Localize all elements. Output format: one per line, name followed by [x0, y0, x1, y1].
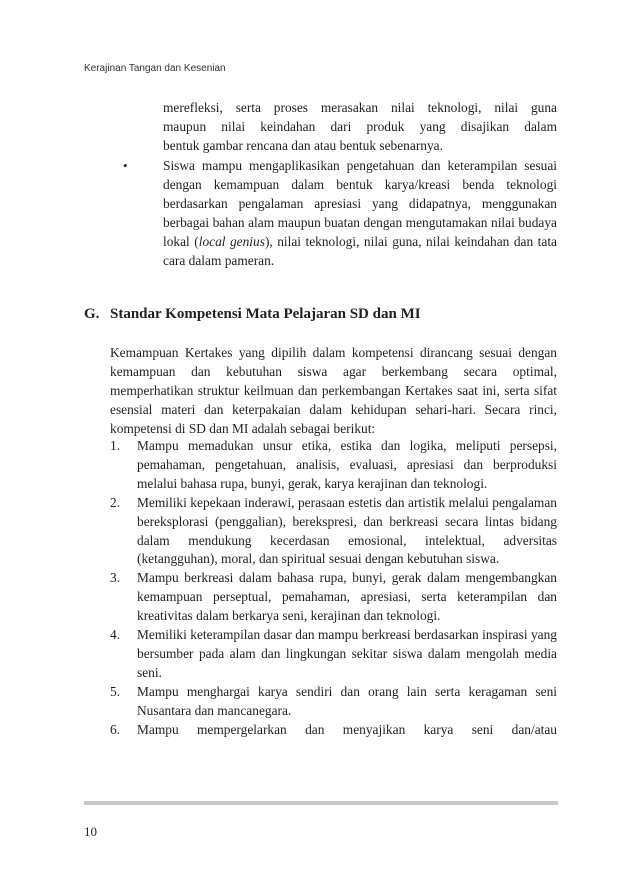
list-item-text: Mampu menghargai karya sendiri dan orang lain serta keragaman seni Nusantara dan mancanegara. — [137, 683, 557, 718]
bullet-text — [163, 157, 557, 270]
bullet-text-after: ), nilai teknologi, nilai guna, nilai keindahan dan tata cara dalam pameran. — [163, 233, 557, 268]
footer-rule — [84, 801, 558, 805]
section-intro: Kemampuan Kertakes yang dipilih dalam kompetensi dirancang sesuai dengan kemampuan dan kebutuhan siswa agar berkembang secara optimal, memperhatikan struktur keilmuan dan perkembangan Kertakes saat ini, serta sifat esensial materi dan keterpakaian dalam kehidupan sehari-hari. Secara rinci, kompetensi di SD dan MI adalah sebagai berikut: — [110, 345, 557, 436]
section-heading — [84, 306, 421, 323]
list-item — [110, 569, 557, 626]
list-item-number: 1. — [110, 438, 121, 453]
list-item-number: 5. — [110, 683, 121, 699]
list-item — [110, 683, 557, 721]
list-item — [110, 494, 557, 570]
list-item-text: Mampu berkreasi dalam bahasa rupa, bunyi, gerak dalam mengembangkan kemampuan perseptual, pemahaman, apresiasi, serta keterampilan dan kreativitas dalam berkarya seni, kerajinan dan teknologi. — [137, 570, 557, 624]
continued-line: maupun nilai keindahan dari produk yang disajikan dalam — [163, 118, 557, 134]
section-letter: G. — [84, 306, 100, 322]
list-item-number: 6. — [110, 721, 121, 737]
list-item-number: 2. — [110, 494, 121, 510]
list-item-number: 3. — [110, 570, 121, 586]
list-item-text: Mampu memadukan unsur etika, estika dan logika, meliputi persepsi, pemahaman, pengetahuan, analisis, evaluasi, apresiasi dan berproduksi melalui bahasa rupa, bunyi, gerak, karya kerajinan dan teknologi. — [137, 438, 557, 491]
page-number: 10 — [84, 824, 97, 839]
continued-bullet-text — [163, 99, 557, 156]
list-item-text: Memiliki keterampilan dasar dan mampu berkreasi berdasarkan inspirasi yang bersumber pada alam dan lingkungan sekitar siswa dalam mengolah media seni. — [137, 627, 557, 680]
list-item-number: 4. — [110, 627, 121, 643]
list-item-text: Memiliki kepekaan inderawi, perasaan estetis dan artistik melalui pengalaman bereksplorasi (penggalian), berekspresi, dan berkreasi secara lintas bidang dalam mendukung kecerdasan emosional, intelektual, adversitas (ketangguhan), moral, dan spiritual sesuai dengan kebutuhan siswa. — [137, 494, 557, 567]
section-title: Standar Kompetensi Mata Pelajaran SD dan MI — [110, 306, 421, 322]
bullet-item — [123, 157, 557, 270]
continued-line: bentuk gambar rencana dan atau bentuk sebenarnya. — [163, 137, 443, 153]
list-item — [110, 437, 557, 494]
running-header: Kerajinan Tangan dan Kesenian — [84, 63, 226, 74]
bullet-icon: • — [123, 158, 128, 173]
continued-line: merefleksi, serta proses merasakan nilai teknologi, nilai guna — [163, 100, 557, 115]
bullet-text-before: Siswa mampu mengaplikasikan pengetahuan dan keterampilan sesuai dengan kemampuan dalam bentuk karya/kreasi benda teknologi berdasarkan pengalaman apresiasi yang didapatnya, menggunakan berbagai bahan alam maupun buatan dengan mengutamakan nilai budaya lokal ( — [163, 158, 557, 249]
list-item — [110, 626, 557, 683]
list-item — [110, 721, 557, 740]
list-item-text: Mampu mempergelarkan dan menyajikan karya seni dan/atau — [137, 721, 557, 737]
bullet-italic-term: local genius — [198, 233, 265, 249]
competency-list — [110, 437, 557, 740]
